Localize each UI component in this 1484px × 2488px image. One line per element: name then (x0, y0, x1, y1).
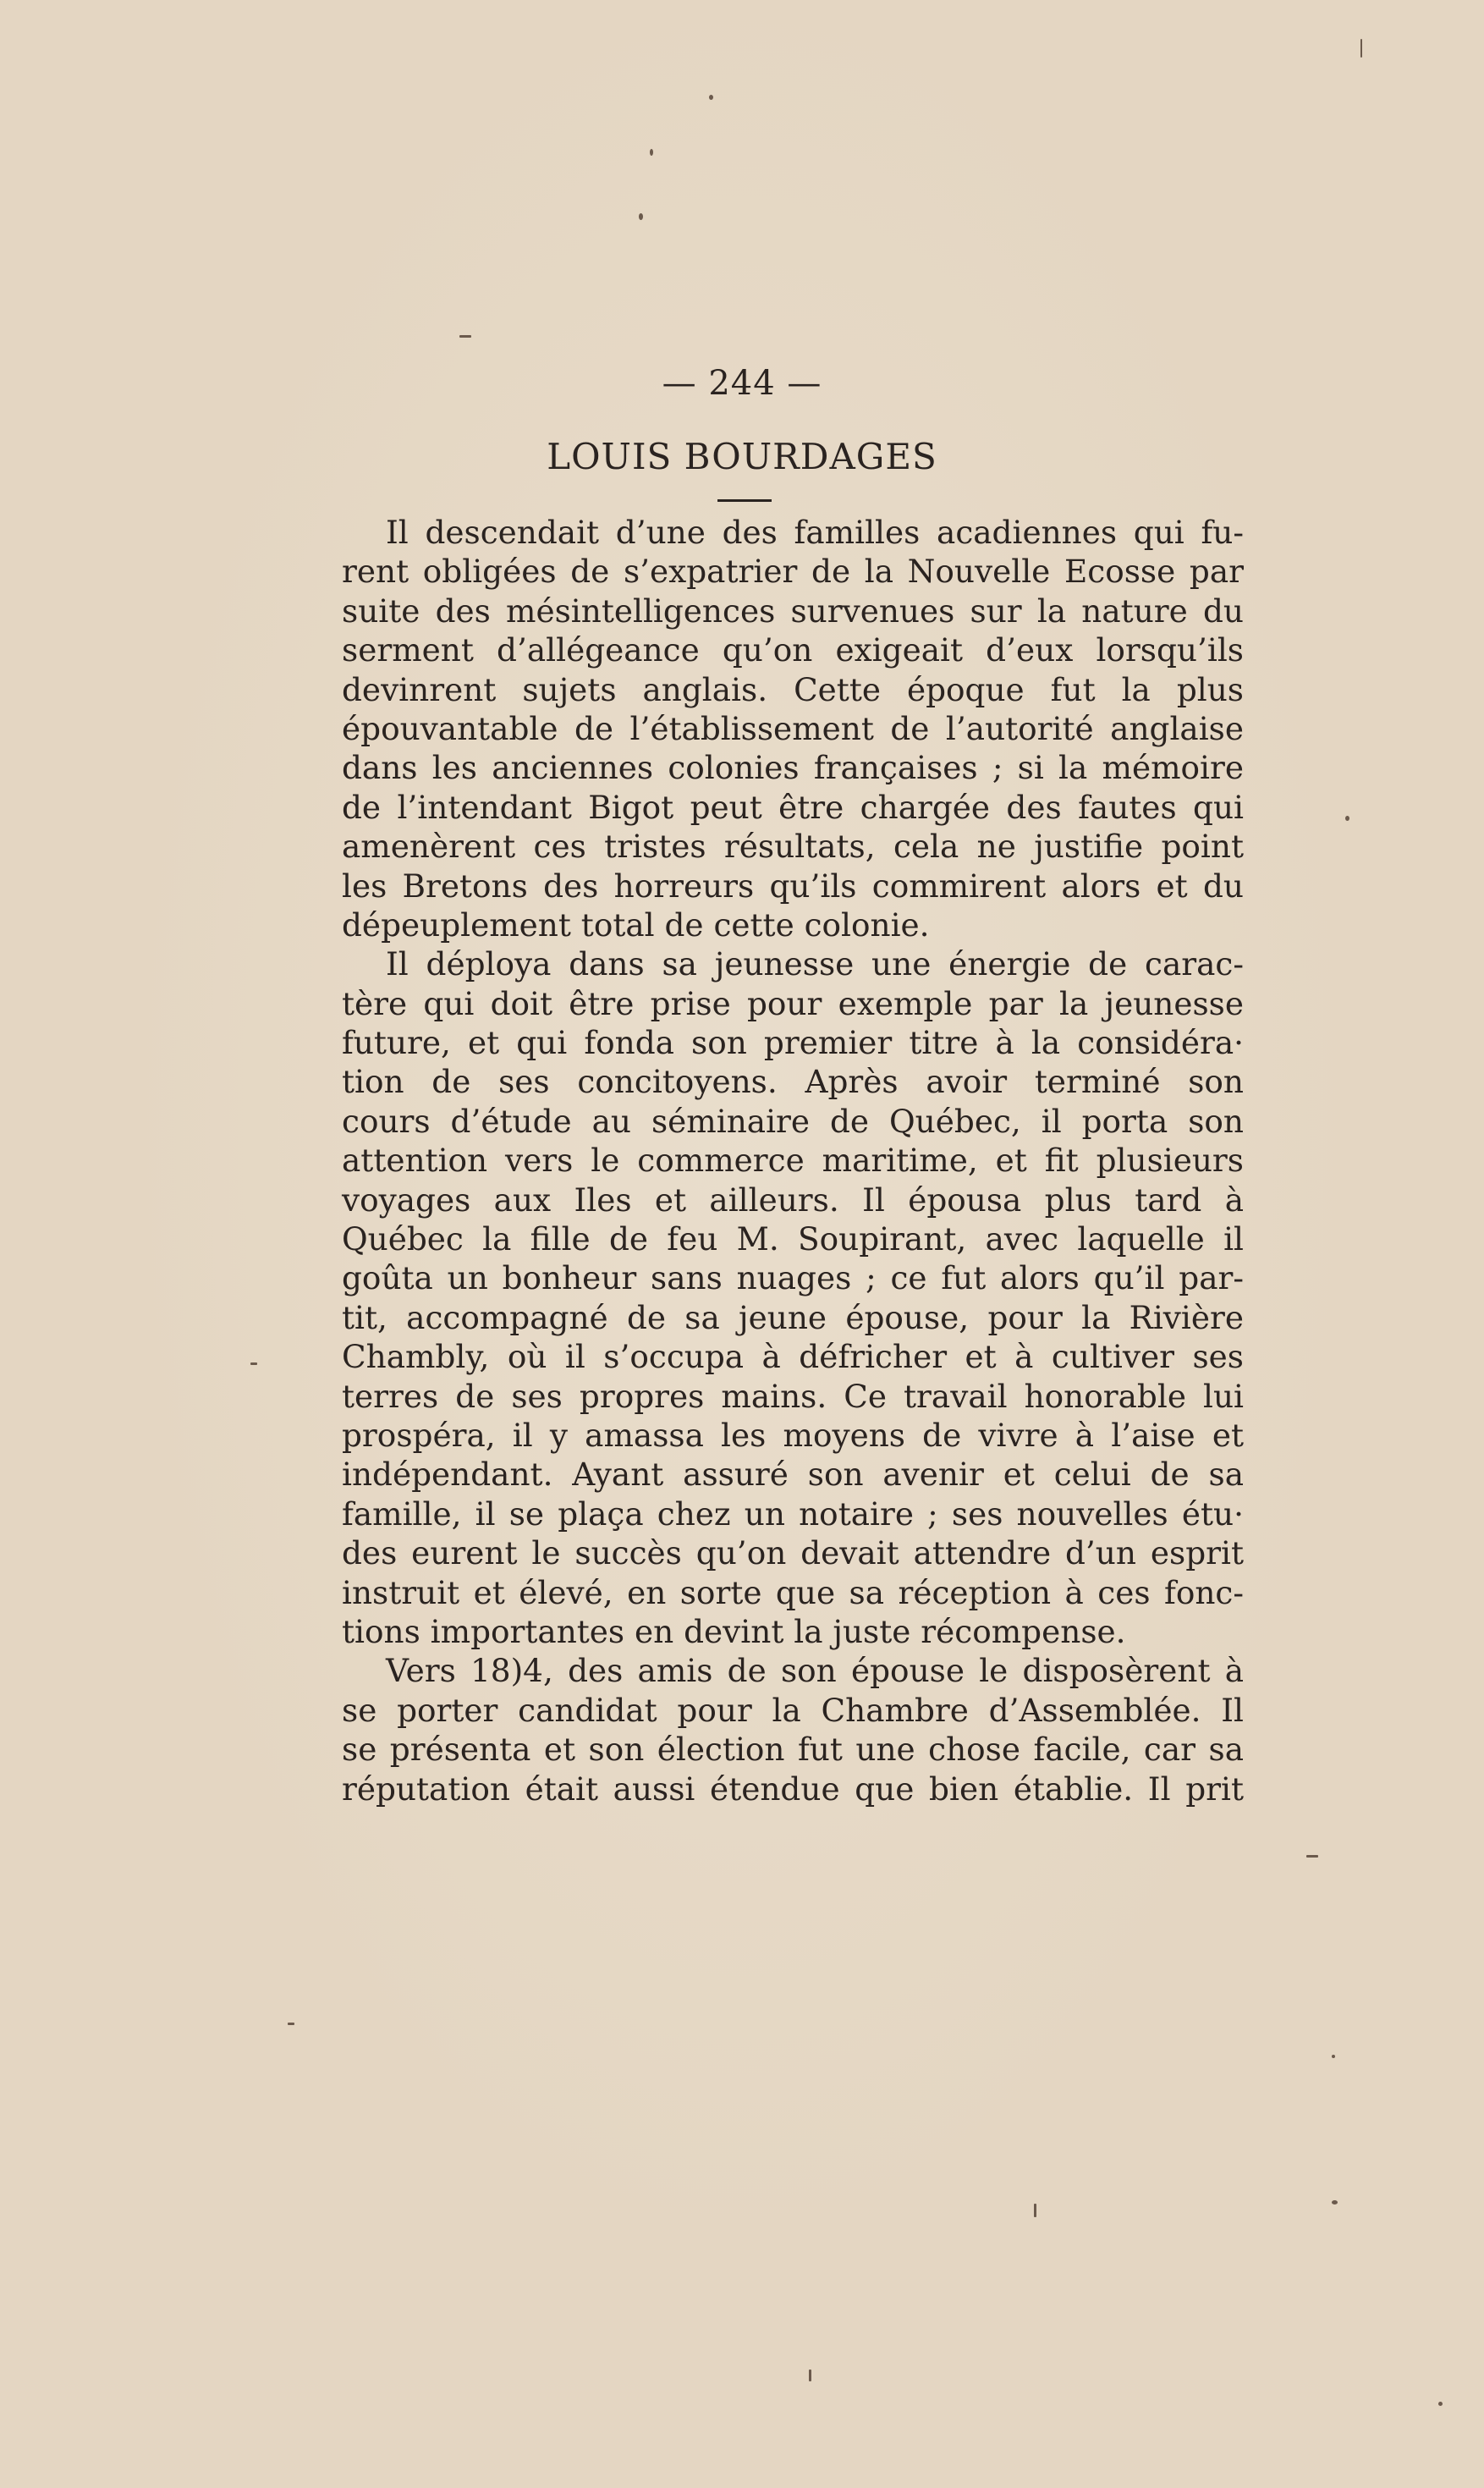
paper-speck (709, 95, 713, 100)
text-line: attention vers le commerce maritime, et fit plusieurs (342, 1142, 1244, 1180)
text-line: dépeuplement total de cette colonie. (342, 905, 930, 944)
body-text (342, 513, 1244, 1808)
paper-speck (1306, 1855, 1318, 1858)
paper-speck (1360, 39, 1362, 58)
text-line: rent obligées de s’expatrier de la Nouvelle Ecosse par (342, 553, 1244, 591)
text-line: suite des mésintelligences survenues sur la nature du (342, 592, 1244, 630)
text-line: cours d’étude au séminaire de Québec, il porta son (342, 1102, 1244, 1140)
text-line: amenèrent ces tristes résultats, cela ne justifie point (342, 828, 1244, 866)
text-line: épouvantable de l’établissement de l’autorité anglaise (342, 709, 1244, 747)
text-line: Vers 18)4, des amis de son épouse le disposèrent à (386, 1652, 1244, 1690)
text-line: tère qui doit être prise pour exemple par la jeunesse (342, 984, 1244, 1022)
text-line: réputation était aussi étendue que bien établie. Il prit (342, 1770, 1244, 1808)
paragraph-2 (342, 944, 1244, 1651)
title-rule (717, 499, 772, 502)
paragraph-1 (342, 513, 1244, 944)
paper-speck (650, 149, 653, 156)
paper-speck (639, 213, 643, 220)
text-line: tion de ses concitoyens. Après avoir terminé son (342, 1063, 1244, 1101)
paper-speck (1034, 2204, 1036, 2217)
text-line: instruit et élevé, en sorte que sa réception à ces fonc- (342, 1573, 1244, 1611)
text-line: des eurent le succès qu’on devait attendre d’un esprit (342, 1534, 1244, 1572)
text-line: serment d’allégeance qu’on exigeait d’eux lorsqu’ils (342, 631, 1244, 669)
text-line: voyages aux Iles et ailleurs. Il épousa plus tard à (342, 1181, 1244, 1219)
text-line: goûta un bonheur sans nuages ; ce fut alors qu’il par- (342, 1259, 1244, 1297)
paper-speck (1332, 2200, 1338, 2205)
text-line: dans les anciennes colonies françaises ; si la mémoire (342, 749, 1244, 787)
paper-speck (809, 2370, 811, 2381)
text-line: famille, il se plaça chez un notaire ; ses nouvelles étu· (342, 1494, 1244, 1533)
text-line: future, et qui fonda son premier titre à la considéra· (342, 1024, 1244, 1062)
paper-speck (459, 335, 471, 338)
paper-speck (288, 2023, 294, 2025)
paper-speck (1438, 2402, 1443, 2406)
paper-speck (1345, 816, 1349, 821)
text-line: terres de ses propres mains. Ce travail honorable lui (342, 1377, 1244, 1415)
text-line: indépendant. Ayant assuré son avenir et celui de sa (342, 1456, 1244, 1494)
text-line: se porter candidat pour la Chambre d’Assemblée. Il (342, 1691, 1244, 1729)
text-line: de l’intendant Bigot peut être chargée des fautes qui (342, 788, 1244, 826)
paper-speck (1332, 2055, 1335, 2058)
text-line: se présenta et son élection fut une chose facile, car sa (342, 1731, 1244, 1769)
text-line: Il descendait d’une des familles acadiennes qui fu- (386, 514, 1244, 551)
text-line: Il déploya dans sa jeunesse une énergie de carac- (386, 945, 1244, 983)
text-line: devinrent sujets anglais. Cette époque fut la plus (342, 670, 1244, 708)
text-line: tit, accompagné de sa jeune épouse, pour la Rivière (342, 1298, 1244, 1336)
text-line: Québec la fille de feu M. Soupirant, avec laquelle il (342, 1220, 1244, 1258)
text-line: les Bretons des horreurs qu’ils commirent alors et du (342, 867, 1244, 905)
text-line: prospéra, il y amassa les moyens de vivre à l’aise et (342, 1416, 1244, 1454)
text-line: tions importantes en devint la juste récompense. (342, 1612, 1126, 1650)
page-number: — 244 — (662, 364, 822, 403)
chapter-title: LOUIS BOURDAGES (547, 436, 937, 477)
paragraph-3 (342, 1651, 1244, 1808)
paper-speck (250, 1362, 257, 1365)
text-line: Chambly, où il s’occupa à défricher et à cultiver ses (342, 1338, 1244, 1376)
